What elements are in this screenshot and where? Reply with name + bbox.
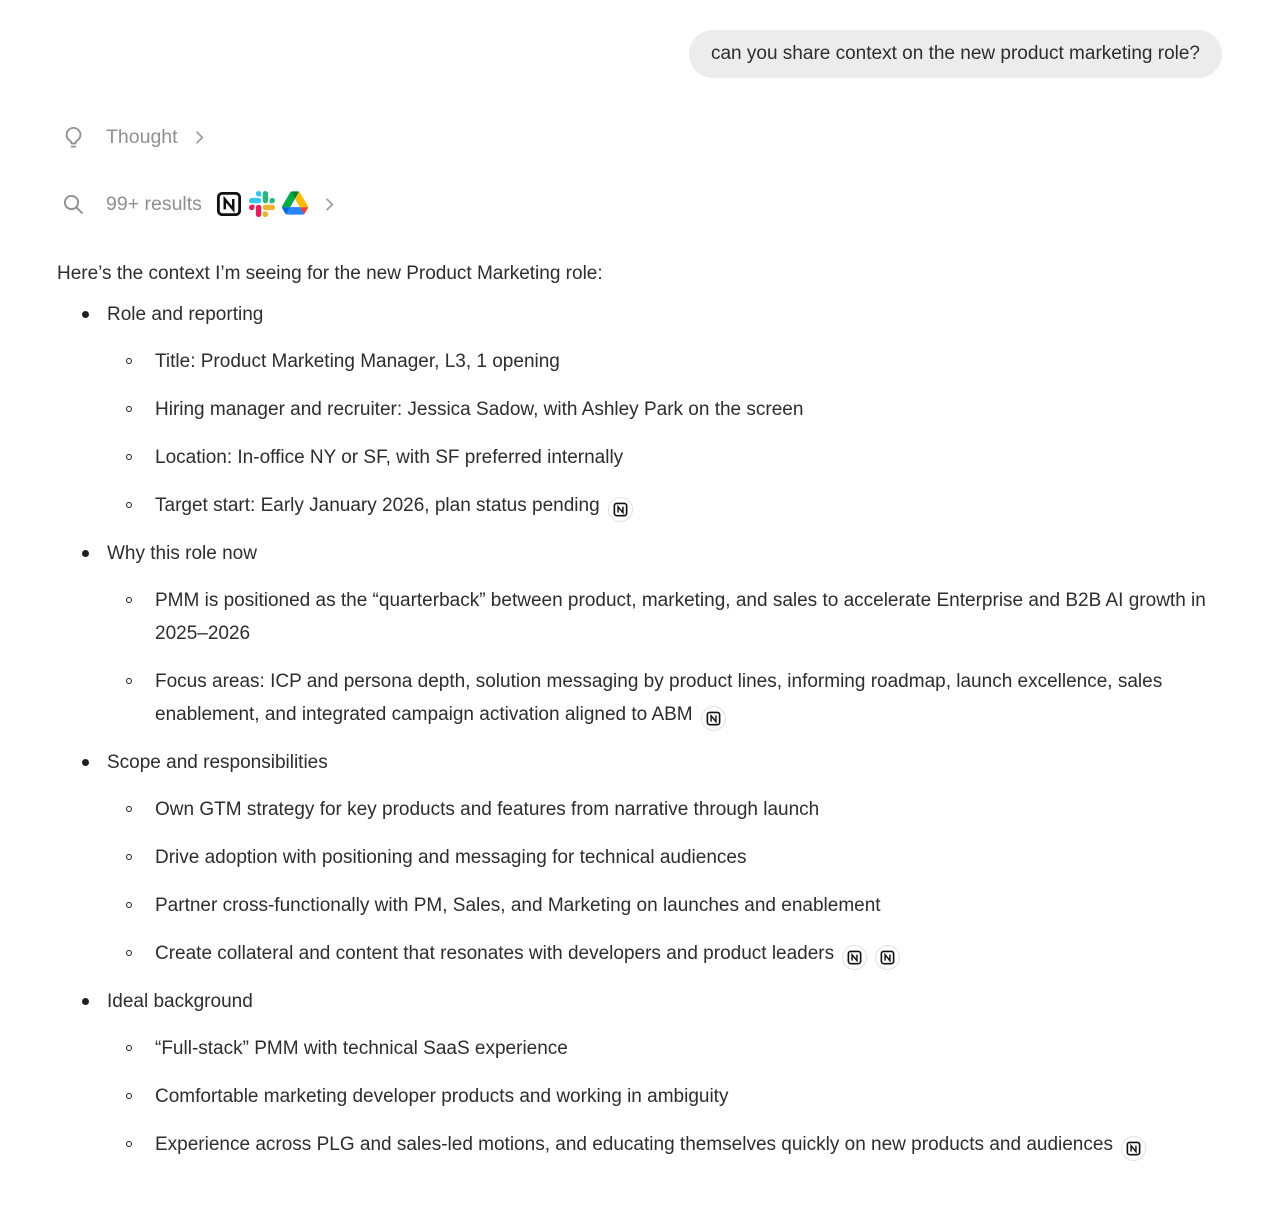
notion-citation-chip[interactable] [701,706,726,731]
bullet-circle-icon [126,854,132,860]
bullet-circle-icon [126,597,132,603]
list-item-text: Comfortable marketing developer products and working in ambiguity [155,1086,729,1107]
results-count-label: 99+ results [106,193,202,215]
section-item [57,985,1218,1161]
bullet-circle-icon [126,678,132,684]
bullet-circle-icon [126,1045,132,1051]
bullet-circle-icon [126,1093,132,1099]
list-item-text: PMM is positioned as the “quarterback” between product, marketing, and sales to accelerate Enterprise and B2B AI growth in 2025–2026 [155,590,1206,644]
list-item-text: “Full-stack” PMM with technical SaaS experience [155,1038,568,1059]
list-item-text: Location: In-office NY or SF, with SF preferred internally [155,447,624,468]
thought-label: Thought [106,126,178,148]
list-item [107,1128,1218,1161]
notion-icon [216,191,242,217]
user-message-row [0,0,1266,78]
list-item [107,1080,1218,1113]
list-item [107,793,1218,826]
notion-icon [880,950,895,965]
thought-toggle[interactable] [0,123,1266,151]
list-item [107,1032,1218,1065]
notion-citation-chip[interactable] [1121,1136,1146,1161]
answer-intro: Here’s the context I’m seeing for the new Product Marketing role: [57,263,603,284]
list-item [107,441,1218,474]
answer-list [57,298,1218,1161]
bullet-circle-icon [126,1141,132,1147]
slack-icon [249,191,275,217]
list-item [107,665,1218,731]
source-icons [216,191,308,217]
sub-list [107,1032,1218,1161]
section-title: Role and reporting [107,304,264,325]
list-item-text: Drive adoption with positioning and messaging for technical audiences [155,847,747,868]
bullet-dot-icon [82,998,89,1005]
notion-citation-chip[interactable] [608,497,633,522]
bullet-circle-icon [126,950,132,956]
list-item-text: Partner cross-functionally with PM, Sales, and Marketing on launches and enablement [155,895,881,916]
google-drive-icon [282,191,308,217]
list-item [107,345,1218,378]
user-message-bubble: can you share context on the new product marketing role? [689,30,1222,78]
section-item [57,298,1218,522]
list-item-text: Hiring manager and recruiter: Jessica Sadow, with Ashley Park on the screen [155,399,804,420]
bullet-circle-icon [126,454,132,460]
bullet-dot-icon [82,550,89,557]
notion-icon [613,502,628,517]
bullet-dot-icon [82,311,89,318]
sub-list [107,584,1218,731]
list-item [107,937,1218,970]
chevron-right-icon [191,129,208,146]
list-item-text: Create collateral and content that resonates with developers and product leaders [155,943,835,964]
list-item [107,584,1218,650]
list-item-text: Focus areas: ICP and persona depth, solution messaging by product lines, informing roadmap, launch excellence, sales enablement, and integrated campaign activation aligned to ABM [155,671,1163,725]
lightbulb-icon [60,124,86,150]
section-title: Why this role now [107,543,257,564]
bullet-circle-icon [126,502,132,508]
assistant-answer [0,257,1266,1161]
list-item [107,841,1218,874]
list-item-text: Experience across PLG and sales-led motions, and educating themselves quickly on new products and audiences [155,1134,1113,1155]
search-results-toggle[interactable] [0,190,1266,218]
notion-icon [706,711,721,726]
sub-list [107,345,1218,522]
section-title: Scope and responsibilities [107,752,328,773]
search-icon [60,191,86,217]
bullet-circle-icon [126,902,132,908]
list-item-text: Own GTM strategy for key products and features from narrative through launch [155,799,820,820]
list-item [107,889,1218,922]
notion-icon [1126,1141,1141,1156]
notion-icon [216,191,242,217]
chevron-right-icon [321,196,338,213]
bullet-circle-icon [126,358,132,364]
notion-icon [847,950,862,965]
section-item [57,746,1218,970]
list-item-text: Target start: Early January 2026, plan status pending [155,495,600,516]
section-item [57,537,1218,731]
notion-citation-chip[interactable] [842,945,867,970]
notion-citation-chip[interactable] [875,945,900,970]
list-item [107,489,1218,522]
list-item-text: Title: Product Marketing Manager, L3, 1 opening [155,351,560,372]
bullet-dot-icon [82,759,89,766]
sub-list [107,793,1218,970]
bullet-circle-icon [126,806,132,812]
section-title: Ideal background [107,991,253,1012]
bullet-circle-icon [126,406,132,412]
list-item [107,393,1218,426]
